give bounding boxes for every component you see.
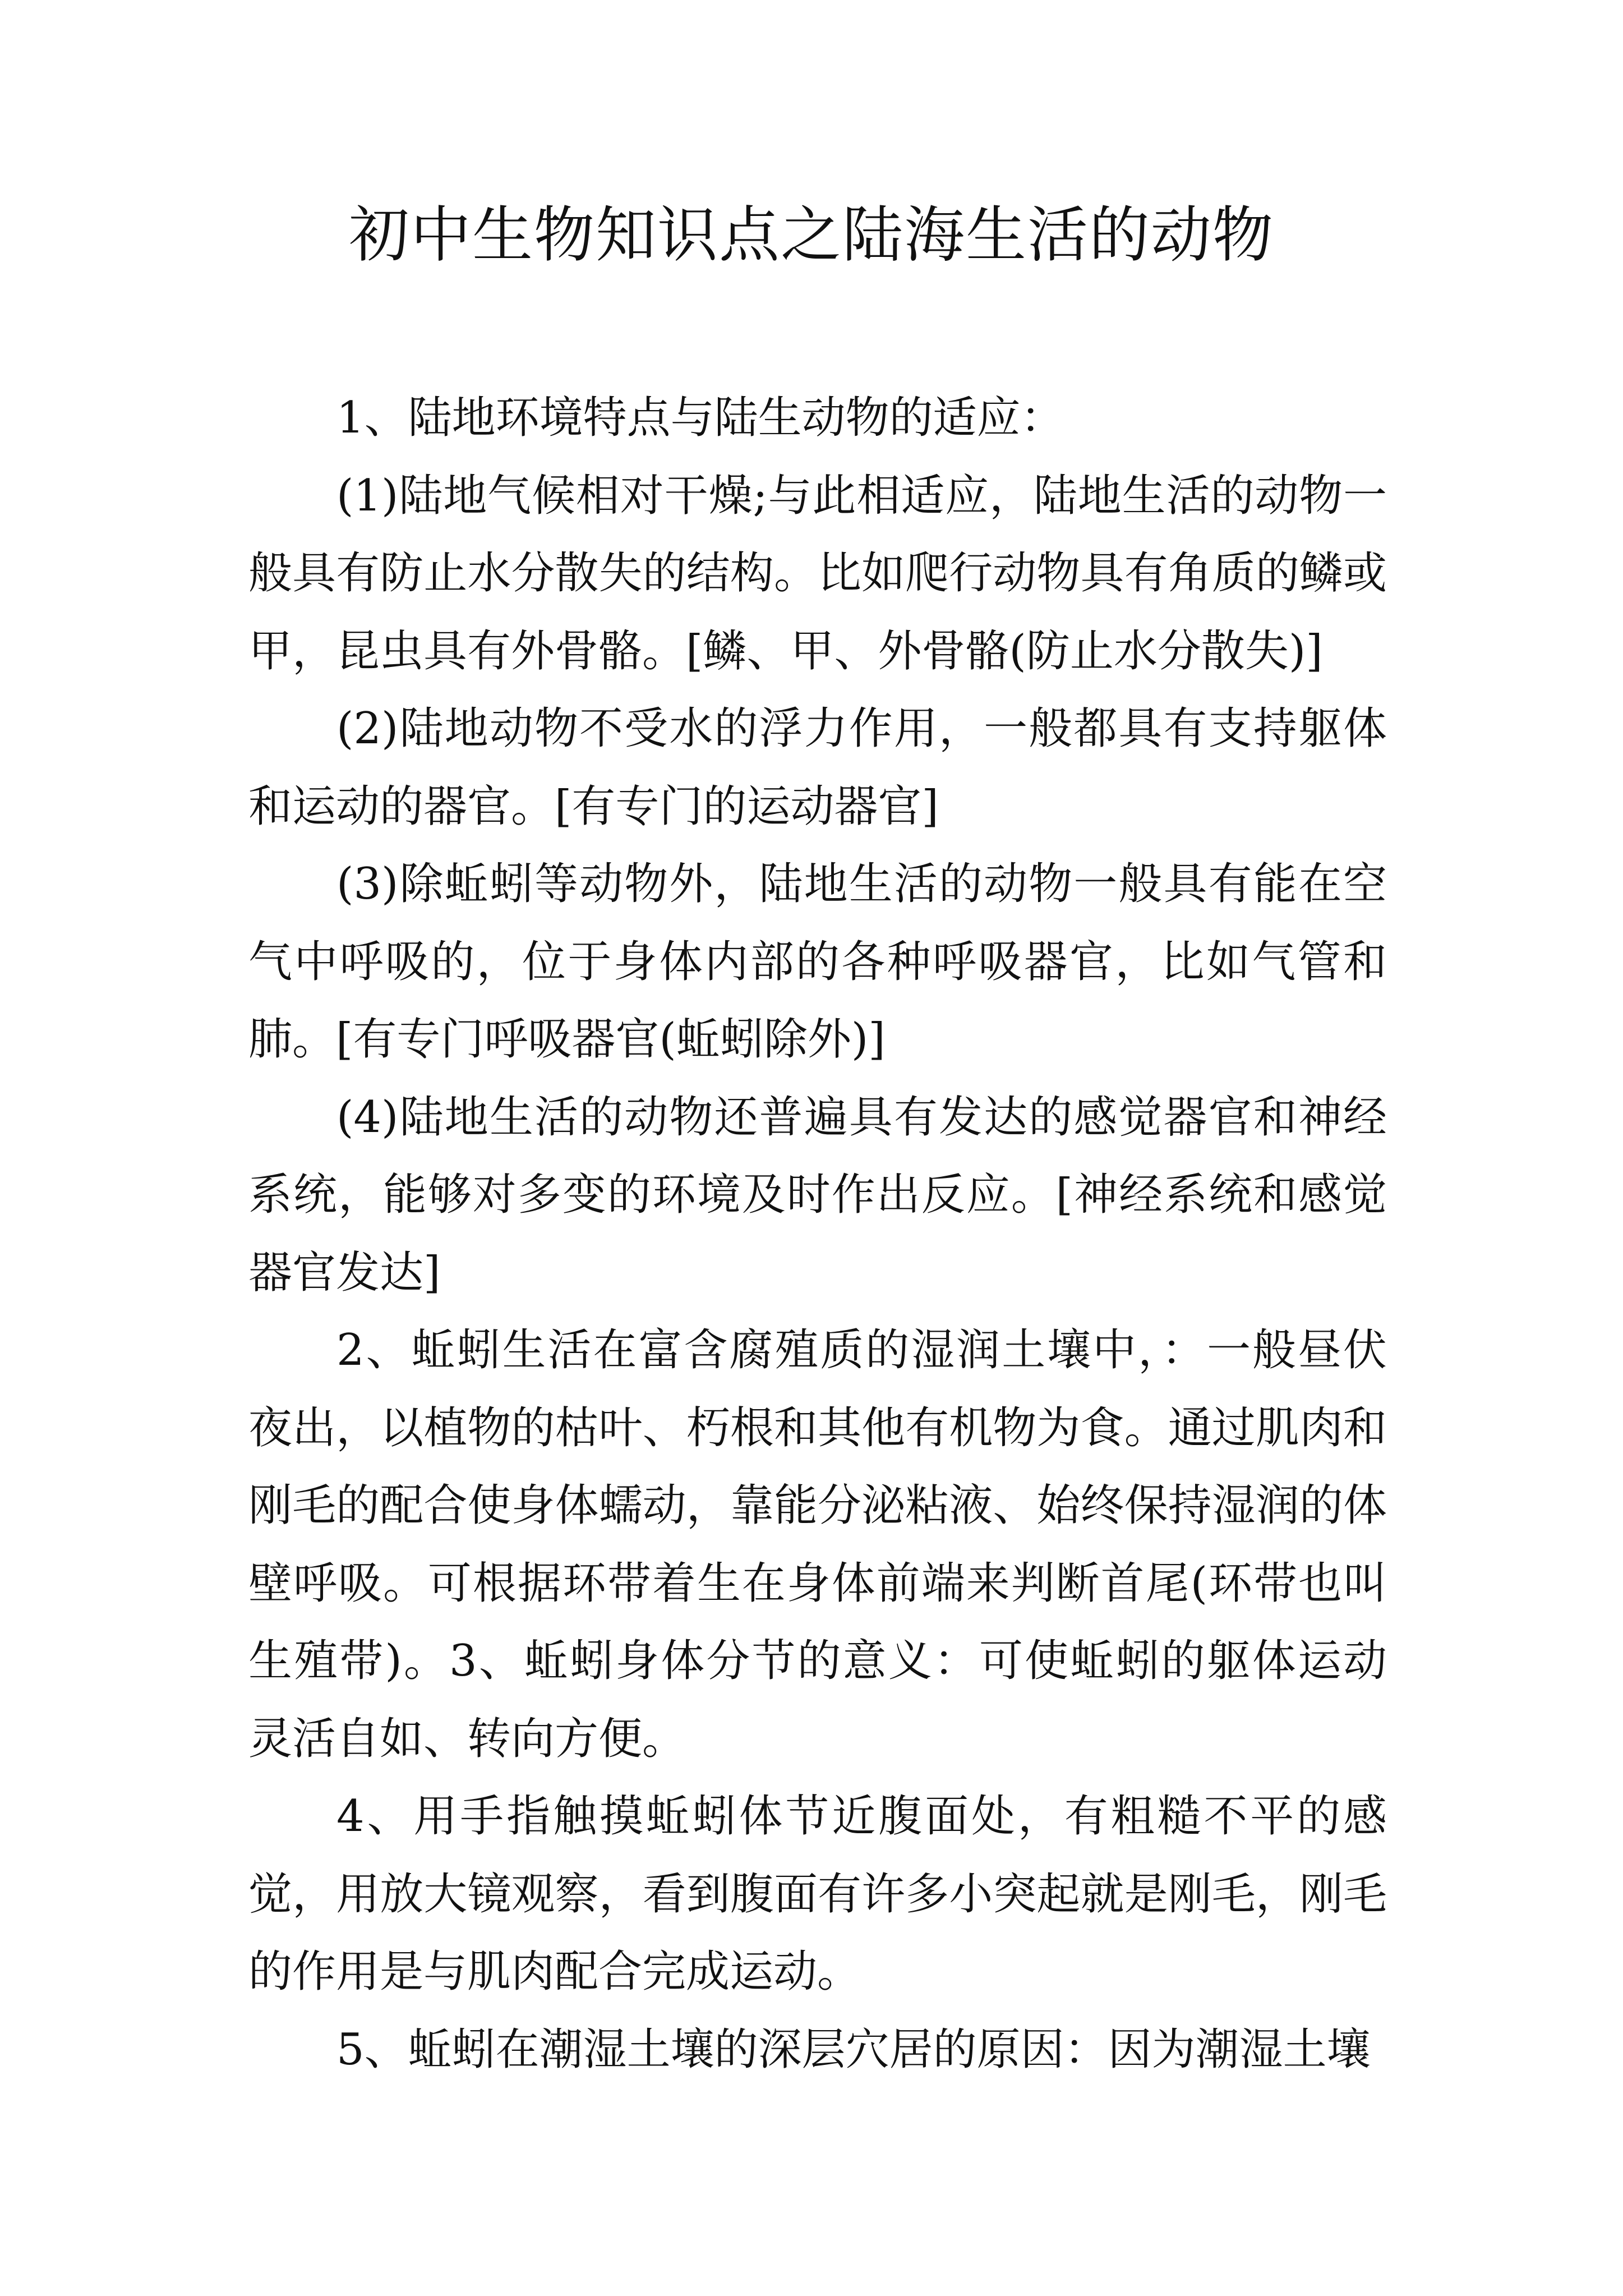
paragraph-1: 1、陆地环境特点与陆生动物的适应： (336, 393, 1064, 443)
document-body (248, 379, 1387, 2088)
paragraph-7: 4、用手指触摸蚯蚓体节近腹面处，有粗糙不平的感觉，用放大镜观察，看到腹面有许多小突起就是刚毛，刚毛的作用是与肌肉配合完成运动。 (248, 1791, 1387, 1997)
paragraph-2: (1)陆地气候相对干燥;与此相适应，陆地生活的动物一般具有防止水分散失的结构。比如爬行动物具有角质的鳞或甲，昆虫具有外骨骼。[鳞、甲、外骨骼(防止水分散失)] (248, 470, 1387, 677)
paragraph-6: 2、蚯蚓生活在富含腐殖质的湿润土壤中，：一般昼伏夜出，以植物的枯叶、朽根和其他有机物为食。通过肌肉和刚毛的配合使身体蠕动，靠能分泌粘液、始终保持湿润的体壁呼吸。可根据环带着生在身体前端来判断首尾(环带也叫生殖带)。3、蚯蚓身体分节的意义：可使蚯蚓的躯体运动灵活自如、转向方便。 (248, 1325, 1387, 1764)
document-title: 初中生物知识点之陆海生活的动物 (348, 200, 1274, 270)
paragraph-4: (3)除蚯蚓等动物外，陆地生活的动物一般具有能在空气中呼吸的，位于身体内部的各种呼吸器官，比如气管和肺。[有专门呼吸器官(蚯蚓除外)] (248, 859, 1387, 1065)
paragraph-5: (4)陆地生活的动物还普遍具有发达的感觉器官和神经系统，能够对多变的环境及时作出反应。[神经系统和感觉器官发达] (248, 1092, 1387, 1298)
paragraph-3: (2)陆地动物不受水的浮力作用，一般都具有支持躯体和运动的器官。[有专门的运动器官] (248, 703, 1387, 832)
paragraph-8: 5、蚯蚓在潮湿土壤的深层穴居的原因：因为潮湿土壤 (336, 2024, 1371, 2075)
